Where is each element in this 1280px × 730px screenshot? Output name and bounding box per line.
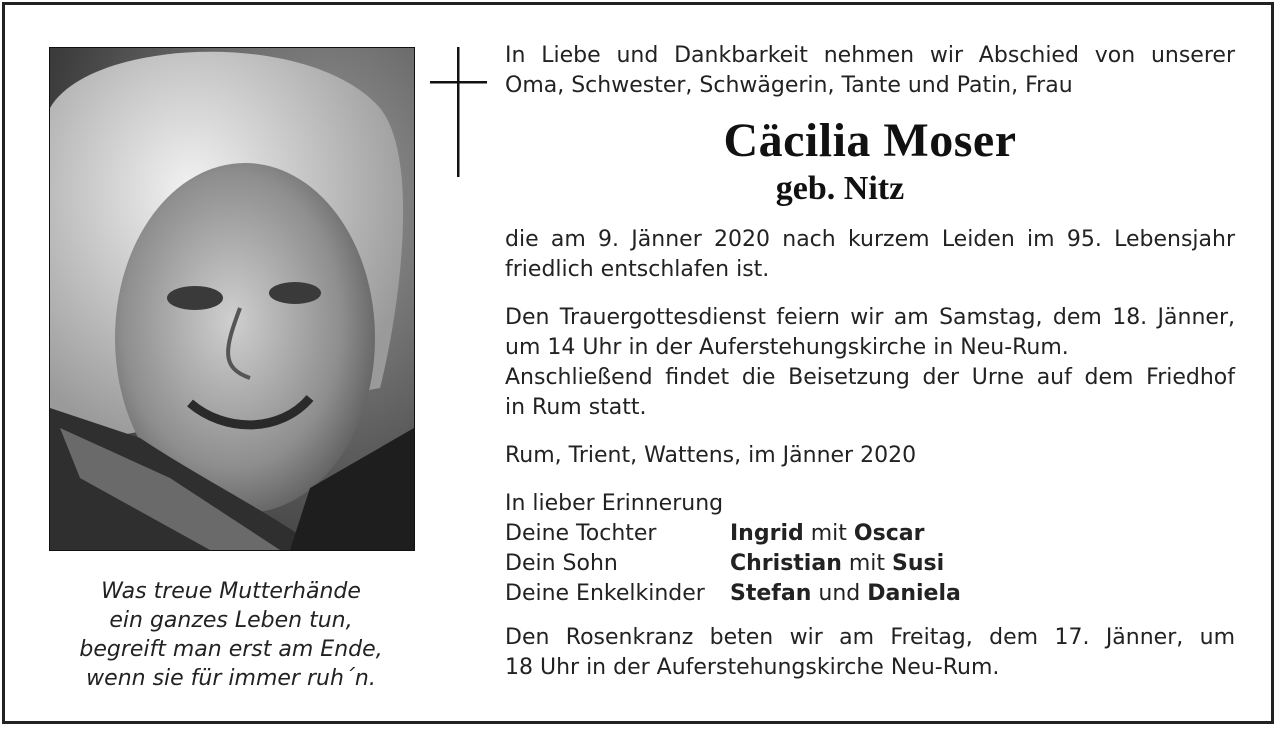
rosary-line: Den Rosenkranz beten wir am Freitag, dem 17. Jänner, um bbox=[505, 625, 1235, 650]
rosary-line: 18 Uhr in der Auferstehungskirche Neu-Rum. bbox=[505, 655, 1000, 680]
mourner-joiner: mit bbox=[810, 521, 847, 546]
death-line: friedlich entschlafen ist. bbox=[505, 257, 770, 282]
service-line: Den Trauergottesdienst feiern wir am Samstag, dem 18. Jänner, bbox=[505, 305, 1235, 330]
poem bbox=[49, 577, 413, 693]
poem-line: ein ganzes Leben tun, bbox=[109, 608, 353, 633]
service-line: um 14 Uhr in der Auferstehungskirche in Neu-Rum. bbox=[505, 335, 1069, 360]
mourner-relation: Deine Tochter bbox=[505, 521, 657, 546]
mourner-row bbox=[505, 579, 1235, 609]
mourner-joiner: mit bbox=[848, 551, 886, 576]
obituary-text bbox=[505, 41, 1235, 683]
deceased-name: Cäcilia Moser bbox=[723, 114, 1017, 167]
cross-icon bbox=[430, 47, 490, 177]
place-date: Rum, Trient, Wattens, im Jänner 2020 bbox=[505, 443, 917, 468]
mourner-name: Susi bbox=[892, 551, 945, 576]
mourner-name: Ingrid bbox=[730, 521, 804, 546]
intro-line: Oma, Schwester, Schwägerin, Tante und Patin, Frau bbox=[505, 73, 1073, 98]
mourner-joiner: und bbox=[818, 581, 861, 606]
mourner-name: Stefan bbox=[730, 581, 812, 606]
mourner-relation: Deine Enkelkinder bbox=[505, 581, 705, 606]
death-line: die am 9. Jänner 2020 nach kurzem Leiden im 95. Lebensjahr bbox=[505, 227, 1235, 252]
mourner-name: Christian bbox=[730, 551, 842, 576]
memory-heading: In lieber Erinnerung bbox=[505, 491, 724, 516]
service-line: Anschließend findet die Beisetzung der Urne auf dem Friedhof bbox=[505, 365, 1235, 390]
birth-name: geb. Nitz bbox=[775, 170, 905, 207]
mourner-relation: Dein Sohn bbox=[505, 551, 618, 576]
mourner-name: Oscar bbox=[853, 521, 925, 546]
mourner-name: Daniela bbox=[867, 581, 961, 606]
poem-line: Was treue Mutterhände bbox=[101, 579, 361, 604]
intro-line: In Liebe und Dankbarkeit nehmen wir Abschied von unserer bbox=[505, 43, 1235, 68]
service-line: in Rum statt. bbox=[505, 395, 647, 420]
mourner-row bbox=[505, 549, 1235, 579]
mourner-row bbox=[505, 519, 1235, 549]
poem-line: wenn sie für immer ruh´n. bbox=[86, 666, 376, 691]
portrait-photo bbox=[49, 47, 415, 551]
poem-line: begreift man erst am Ende, bbox=[79, 637, 383, 662]
obituary-card bbox=[2, 2, 1274, 724]
service-block bbox=[505, 303, 1235, 423]
